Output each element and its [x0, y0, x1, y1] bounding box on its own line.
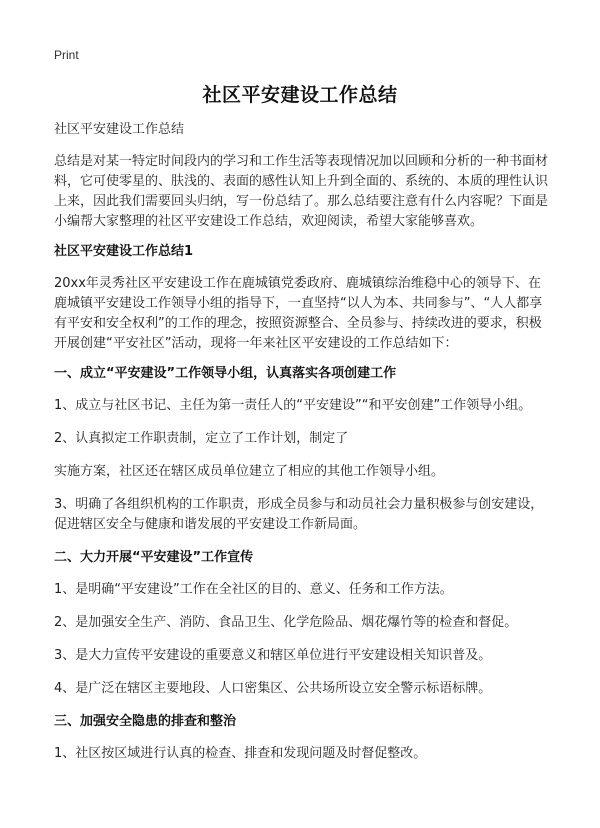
- print-link[interactable]: Print: [54, 48, 79, 62]
- part2-item: 1、是明确“平安建设”工作在全社区的目的、意义、任务和工作方法。: [54, 582, 453, 597]
- section-intro-paragraph: 20xx年灵秀社区平安建设工作在鹿城镇党委政府、鹿城镇综治维稳中心的领导下、在鹿城镇平安建设工作领导小组的指导下，一直坚持“以人为本、共同参与”、“人人都享有平安和安全权利”的工作的理念，按照资源整合、全员参与、持续改进的要求，积极开展创建“平安社区”活动，现将一年来社区平安建设的工作总结如下：: [54, 276, 543, 351]
- part1-heading: 一、成立“平安建设”工作领导小组，认真落实各项创建工作: [54, 366, 397, 381]
- document-title: 社区平安建设工作总结: [202, 84, 398, 106]
- part2-heading: 二、大力开展“平安建设”工作宣传: [54, 550, 254, 565]
- part1-item: 1、成立与社区书记、主任为第一责任人的“平安建设”“和平安创建”工作领导小组。: [54, 398, 532, 413]
- part3-heading: 三、加强安全隐患的排查和整治: [54, 714, 237, 729]
- part3-item: 1、社区按区域进行认真的检查、排查和发现问题及时督促整改。: [54, 746, 427, 761]
- part2-item: 3、是大力宣传平安建设的重要意义和辖区单位进行平安建设相关知识普及。: [54, 648, 492, 663]
- intro-paragraph: 总结是对某一特定时间段内的学习和工作生活等表现情况加以回顾和分析的一种书面材料，它可使零星的、肤浅的、表面的感性认知上升到全面的、系统的、本质的理性认识上来，因此我们需要回头归纳，写一份总结了。那么总结要注意有什么内容呢？下面是小编帮大家整理的社区平安建设工作总结，欢迎阅读，希望大家能够喜欢。: [54, 154, 549, 229]
- part2-item: 4、是广泛在辖区主要地段、人口密集区、公共场所设立安全警示标语标牌。: [54, 681, 492, 696]
- section-title: 社区平安建设工作总结1: [54, 244, 194, 259]
- part1-item: 3、明确了各组织机构的工作职责，形成全员参与和动员社会力量积极参与创安建设，促进辖区安全与健康和谐发展的平安建设工作新局面。: [54, 497, 544, 532]
- document-subtitle: 社区平安建设工作总结: [54, 122, 185, 137]
- document-body: [54, 120, 548, 777]
- part1-item: 实施方案，社区还在辖区成员单位建立了相应的其他工作领导小组。: [54, 464, 445, 479]
- part1-item: 2、认真拟定工作职责制，定立了工作计划，制定了: [54, 431, 349, 446]
- part2-item: 2、是加强安全生产、消防、食品卫生、化学危险品、烟花爆竹等的检查和督促。: [54, 615, 518, 630]
